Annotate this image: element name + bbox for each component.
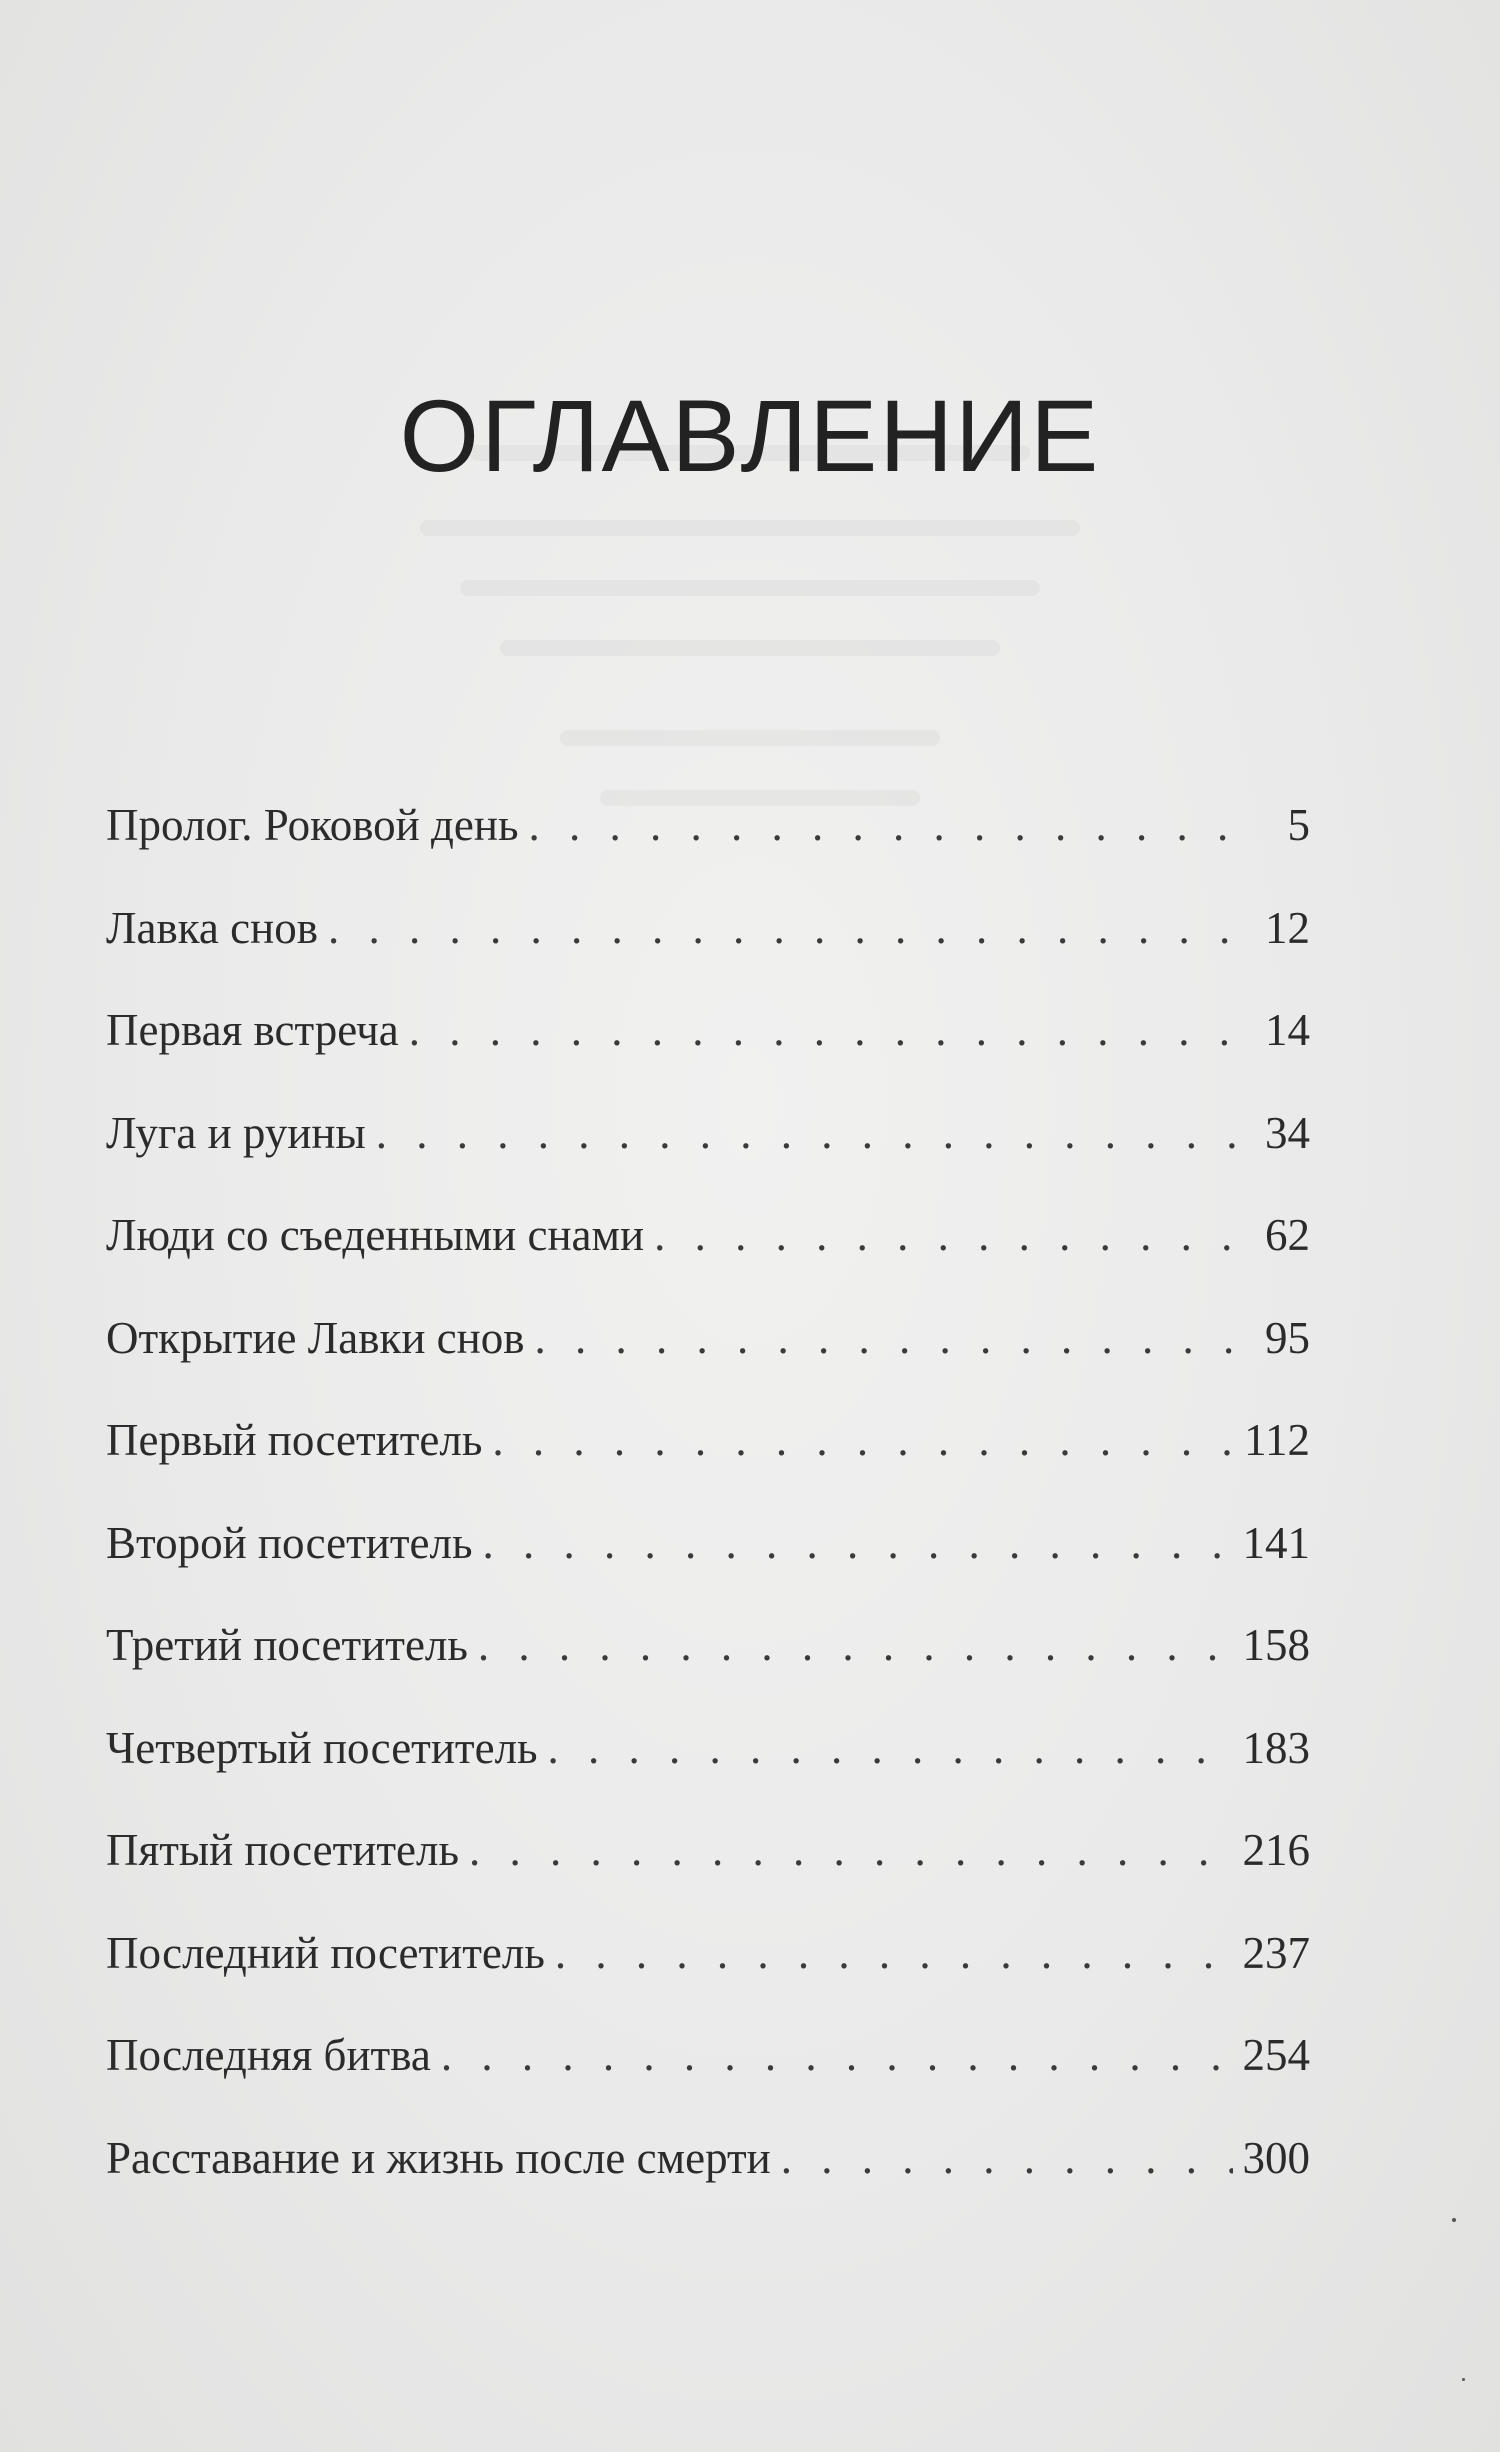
toc-entry-title: Четвертый посетитель [106,1722,538,1773]
toc-entry [106,2128,1310,2231]
toc-entry-title: Первый посетитель [106,1415,483,1465]
toc-page-number: 237 [1242,1927,1310,1978]
bleed-through-line [560,730,940,746]
toc-page-number: 183 [1242,1722,1310,1773]
toc-entry [106,1103,1310,1206]
toc-page-number: 158 [1242,1620,1310,1670]
toc-entry [106,1410,1310,1513]
toc-dot-leader [654,1205,1255,1265]
paper-speck [1462,2378,1465,2381]
toc-entry-title: Второй посетитель [106,1517,473,1568]
toc-page-number: 95 [1265,1312,1310,1363]
toc-dot-leader [555,1923,1233,1983]
toc-entry-title: Пятый посетитель [106,1825,459,1875]
toc-entry [106,795,1310,898]
toc-page-number: 254 [1242,2030,1310,2080]
toc-dot-leader [376,1103,1255,1163]
toc-entry-title: Люди со съеденными снами [106,1210,645,1260]
toc-page-number: 141 [1242,1517,1310,1568]
toc-entry [106,898,1310,1001]
toc-dot-leader [328,898,1255,958]
toc-dot-leader [409,1000,1255,1060]
toc-entry [106,1000,1310,1103]
table-of-contents [106,795,1310,2230]
toc-entry-title: Открытие Лавки снов [106,1312,525,1363]
toc-entry-title: Последний посетитель [106,1927,545,1978]
toc-page-number: 5 [1287,800,1310,850]
toc-dot-leader [528,795,1260,855]
toc-entry-title: Расставание и жизнь после смерти [106,2132,771,2183]
toc-page-number: 300 [1242,2132,1310,2183]
toc-page-number: 112 [1244,1415,1310,1465]
toc-entry-title: Луга и руины [106,1107,366,1158]
toc-entry [106,1615,1310,1718]
toc-dot-leader [534,1308,1255,1368]
toc-page-number: 34 [1265,1107,1310,1158]
toc-page-number: 14 [1265,1005,1310,1055]
toc-page-number: 12 [1265,902,1310,953]
toc-entry-title: Лавка снов [106,902,318,953]
toc-entry [106,2025,1310,2128]
bleed-through-line [420,520,1080,536]
bleed-through-line [500,640,1000,656]
toc-dot-leader [478,1615,1233,1675]
toc-dot-leader [781,2128,1233,2188]
paper-speck [1452,2218,1456,2222]
toc-entry-title: Первая встреча [106,1005,399,1055]
toc-dot-leader [469,1820,1233,1880]
toc-page-number: 62 [1265,1210,1310,1260]
toc-dot-leader [441,2025,1233,2085]
toc-dot-leader [548,1718,1233,1778]
toc-entry [106,1923,1310,2026]
bleed-through-line [460,580,1040,596]
toc-dot-leader [492,1410,1234,1470]
toc-entry [106,1513,1310,1616]
toc-entry-title: Пролог. Роковой день [106,800,519,850]
toc-entry [106,1205,1310,1308]
toc-entry-title: Последняя битва [106,2030,431,2080]
toc-page-number: 216 [1242,1825,1310,1875]
toc-entry-title: Третий посетитель [106,1620,468,1670]
page-title: ОГЛАВЛЕНИЕ [399,379,1101,493]
toc-entry [106,1718,1310,1821]
toc-entry [106,1820,1310,1923]
toc-dot-leader [482,1513,1232,1573]
toc-entry [106,1308,1310,1411]
